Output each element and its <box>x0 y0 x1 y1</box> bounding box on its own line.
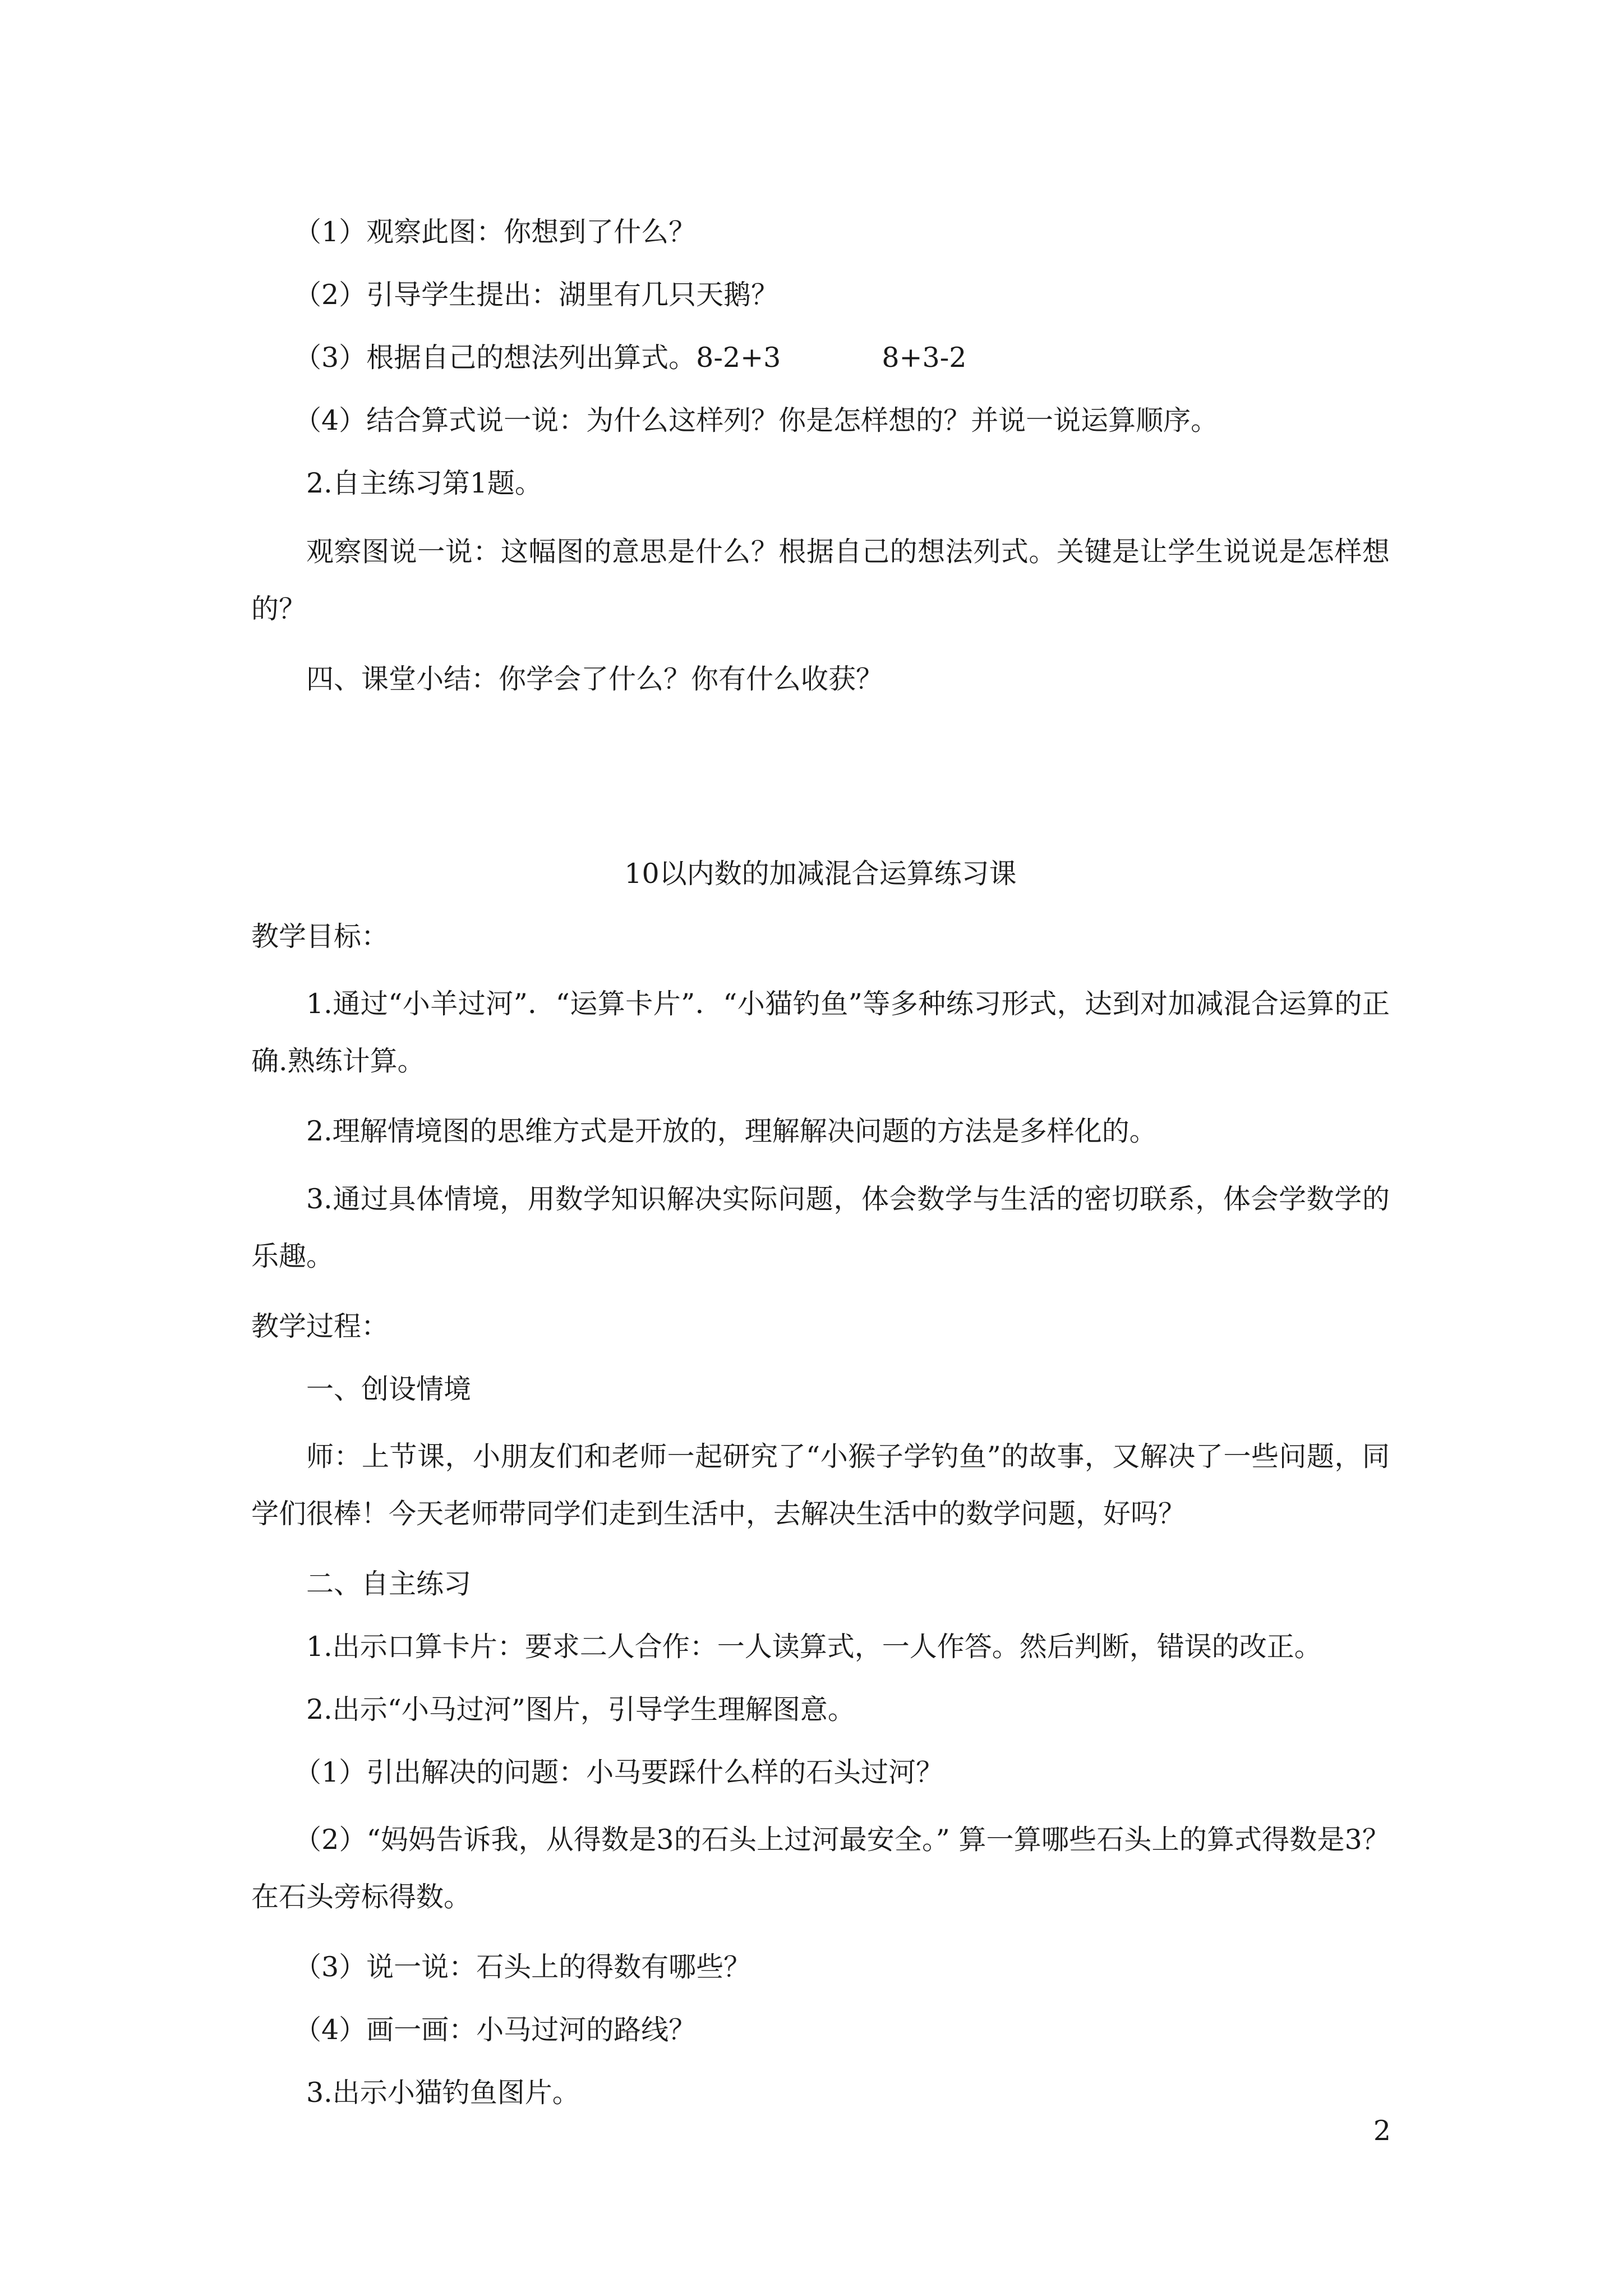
item-observe: （1）观察此图：你想到了什么？ <box>294 216 697 248</box>
page-number: 2 <box>1373 2115 1391 2147</box>
practice-line: 2.自主练习第1题。 <box>306 467 542 499</box>
sub-item-3: （3）说一说：石头上的得数有哪些？ <box>294 1951 751 1983</box>
step2-item-1: 1.出示口算卡片：要求二人合作：一人读算式，一人作答。然后判断，错误的改正。 <box>306 1631 1322 1663</box>
sub-item-1: （1）引出解决的问题：小马要踩什么样的石头过河？ <box>294 1756 944 1788</box>
step1-heading: 一、创设情境 <box>306 1373 472 1405</box>
item-formula-alt: 8+3-2 <box>882 342 967 374</box>
goal-3: 3.通过具体情境，用数学知识解决实际问题，体会数学与生活的密切联系，体会学数学的乐趣。 <box>251 1183 1390 1272</box>
sub-item-2: （2）“妈妈告诉我，从得数是3的石头上过河最安全。” 算一算哪些石头上的算式得数是3？在石头旁标得数。 <box>251 1824 1390 1913</box>
step2-heading: 二、自主练习 <box>306 1568 472 1600</box>
process-heading: 教学过程： <box>251 1310 389 1342</box>
goal-1: 1.通过“小羊过河”．“运算卡片”．“小猫钓鱼”等多种练习形式，达到对加减混合运算的正确.熟练计算。 <box>251 988 1390 1077</box>
step2-item-2: 2.出示“小马过河”图片，引导学生理解图意。 <box>306 1694 855 1726</box>
item-formula <box>251 329 1445 386</box>
step2-item-3: 3.出示小猫钓鱼图片。 <box>306 2077 580 2109</box>
item-explain: （4）结合算式说一说：为什么这样列？你是怎样想的？并说一说运算顺序。 <box>294 404 1219 436</box>
goals-heading: 教学目标： <box>251 921 389 953</box>
item-guide: （2）引导学生提出：湖里有几只天鹅？ <box>294 279 779 311</box>
sub-item-4: （4）画一画：小马过河的路线？ <box>294 2014 697 2046</box>
item-formula-text: （3）根据自己的想法列出算式。8-2+3 <box>294 342 781 374</box>
step1-text: 师：上节课，小朋友们和老师一起研究了“小猴子学钓鱼”的故事，又解决了一些问题，同学们很棒！今天老师带同学们走到生活中，去解决生活中的数学问题，好吗？ <box>251 1441 1390 1530</box>
class-summary: 四、课堂小结：你学会了什么？你有什么收获？ <box>306 663 884 695</box>
goal-2: 2.理解情境图的思维方式是开放的，理解解决问题的方法是多样化的。 <box>306 1115 1157 1147</box>
observe-paragraph: 观察图说一说：这幅图的意思是什么？根据自己的想法列式。关键是让学生说说是怎样想的？ <box>251 536 1390 625</box>
lesson-title: 10以内数的加减混合运算练习课 <box>624 858 1017 890</box>
